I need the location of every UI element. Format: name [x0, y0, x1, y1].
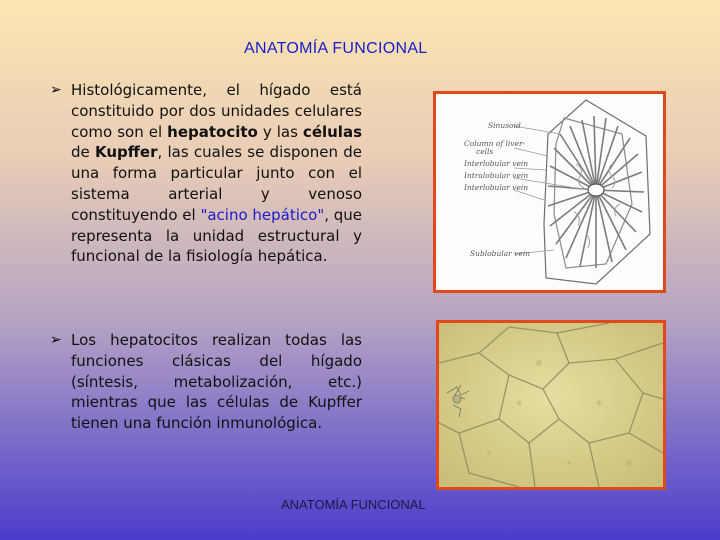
text-run: de: [71, 143, 95, 162]
label-sublobular: Sublobular vein: [470, 249, 531, 258]
bullet-text: Los hepatocitos realizan todas las funciones clásicas del hígado (síntesis, metabolización, etc.) mientras que las células de Kupffer tienen una función inmunológica.: [71, 331, 362, 433]
label-intralobular: Intralobular vein: [464, 171, 529, 180]
text-run: Histológicamente, el hígado está constituido por dos unidades celulares como son el: [71, 81, 362, 141]
text-run: , que representa la unidad estructural y funcional de la fisiología hepática.: [71, 205, 363, 266]
liver-lobule-diagram: [433, 91, 666, 293]
lobule-drawing: [436, 94, 663, 290]
label-interlobular-1: Interlobular vein: [464, 159, 529, 168]
label-cells: cells: [476, 147, 494, 156]
label-sinusoid: Sinusoid: [488, 121, 521, 130]
arrow-bullet-icon: ➢: [50, 82, 62, 98]
footer-text: ANATOMÍA FUNCIONAL: [281, 497, 426, 512]
term-kupffer: Kupffer: [94, 143, 158, 162]
label-interlobular-2: Interlobular vein: [464, 183, 529, 192]
term-hepatocito: hepatocito: [167, 122, 258, 141]
label-column: Column of liver-: [464, 139, 526, 148]
term-acino-hepatico: "acino hepático": [200, 205, 325, 224]
slide-title: ANATOMÍA FUNCIONAL: [244, 40, 428, 57]
bullet-hepatocitos: [50, 330, 362, 434]
bullet-histology: [50, 80, 362, 267]
text-run: y las: [257, 122, 303, 141]
bullet-text: [71, 80, 362, 267]
arrow-bullet-icon: ➢: [50, 332, 62, 348]
kupffer-micrograph: [436, 320, 666, 490]
text-run: , las cuales se disponen de una forma particular junto con el sistema arterial y venoso constituyendo el: [71, 143, 362, 224]
term-celulas: células: [302, 122, 362, 141]
micrograph-drawing: [439, 323, 663, 487]
